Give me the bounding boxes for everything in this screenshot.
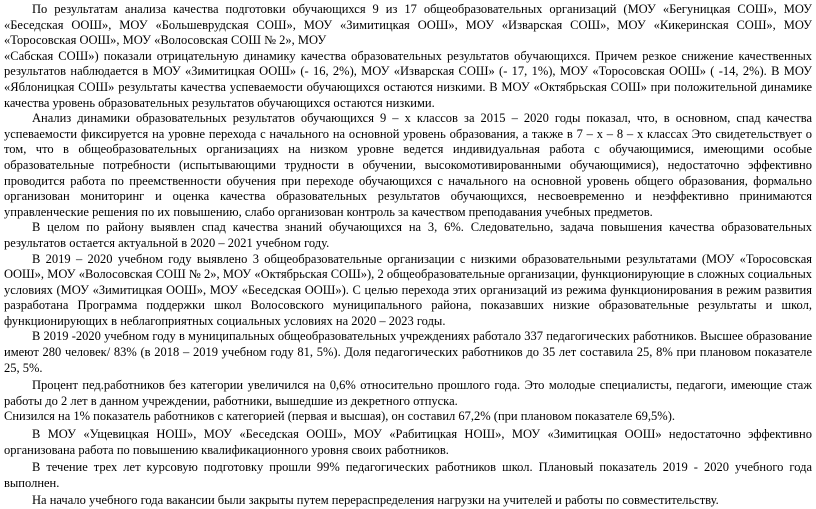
paragraph-11: На начало учебного года вакансии были закрыты путем перераспределения нагрузки на учителей и работы по совместительству. xyxy=(32,493,719,508)
paragraph-2: «Сабская СОШ») показали отрицательную динамику качества образовательных результатов обучающихся. Причем резкое снижение качественных результатов наблюдается в МОУ «Зимитицкая ООШ» (- 16, 2%), МОУ «Изварская СОШ» (- 17, 1%), МОУ «Торосовская ООШ» ( -14, 2%). В МОУ «Яблоницкая СОШ» результаты качества успеваемости обучающихся остаются низкими. В МОУ «Октябрьская СОШ» при положительной динамике качества уровень образовательных результатов обучающихся остаются низкими. xyxy=(4,48,812,110)
document-page xyxy=(4,0,812,509)
paragraph-7: Процент пед.работников без категории увеличился на 0,6% относительно прошлого года. Это молодые специалисты, педагоги, имеющие стаж работы до 2 лет в данном учреждении, работники, вышедшие из декретного отпуска. xyxy=(4,378,812,408)
paragraph-1: По результатам анализа качества подготовки обучающихся 9 из 17 общеобразовательных организаций (МОУ «Бегуницкая СОШ», МОУ «Беседская ООШ», МОУ «Большеврудская СОШ», МОУ «Зимитицкая ООШ», МОУ «Изварская СОШ», МОУ «Кикеринская СОШ», МОУ «Торосовская ООШ», МОУ «Волосовская СОШ № 2», МОУ xyxy=(4,2,812,48)
paragraph-4: В целом по району выявлен спад качества знаний обучающихся на 3, 6%. Следовательно, задача повышения качества образовательных результатов остается актуальной в 2020 – 2021 учебном году. xyxy=(4,220,812,250)
paragraph-8: Снизился на 1% показатель работников с категорией (первая и высшая), он составил 67,2% (при плановом показателе 69,5%). xyxy=(4,409,676,424)
paragraph-3: Анализ динамики образовательных результатов обучающихся 9 – х классов за 2015 – 2020 годы показал, что, в основном, спад качества успеваемости фиксируется на уровне перехода с начального на основной уровень образования, а также в 7 – х – 8 – х классах Это свидетельствует о том, что в общеобразовательных организациях на низком уровне ведется индивидуальная работа с обучающимися, имеющими особые образовательные потребности (испытывающими трудности в обучении, высокомотивированными обучающимися), недостаточно эффективно проводится работа по преемственности обучения при переходе обучающихся с начального на основной уровень общего образования, формально организован мониторинг и оценка качества образовательных результатов обучающихся, несвоевременно и неэффективно принимаются управленческие решения по их повышению, слабо организован контроль за качеством преподавания учебных предметов. xyxy=(4,111,812,219)
paragraph-6: В 2019 -2020 учебном году в муниципальных общеобразовательных учреждениях работало 337 педагогических работников. Высшее образование имеют 280 человек/ 83% (в 2018 – 2019 учебном году 81, 5%). Доля педагогических работников до 35 лет составила 25, 8% при плановом показателе 25, 5%. xyxy=(4,329,812,375)
paragraph-5: В 2019 – 2020 учебном году выявлено 3 общеобразовательные организации с низкими образовательными результатами (МОУ «Торосовская ООШ», МОУ «Волосовская СОШ № 2», МОУ «Октябрьская СОШ»), 2 общеобразовательные организации, функционирующие в сложных социальных условиях (МОУ «Зимитицкая ООШ», МОУ «Беседская ООШ»). С целью перехода этих организаций из режима функционирования в режим развития разработана Программа поддержки школ Волосовского муниципального района, показавших низкие образовательные результаты и школ, функционирующих в неблагоприятных социальных условиях на 2020 – 2023 годы. xyxy=(4,251,812,328)
paragraph-9: В МОУ «Ущевицкая НОШ», МОУ «Беседская ООШ», МОУ «Рабитицкая НОШ», МОУ «Зимитицкая ООШ» недостаточно эффективно организована работа по повышению квалификационного уровня своих работников. xyxy=(4,427,812,457)
paragraph-10: В течение трех лет курсовую подготовку прошли 99% педагогических работников школ. Плановый показатель 2019 - 2020 учебного года выполнен. xyxy=(4,460,812,490)
